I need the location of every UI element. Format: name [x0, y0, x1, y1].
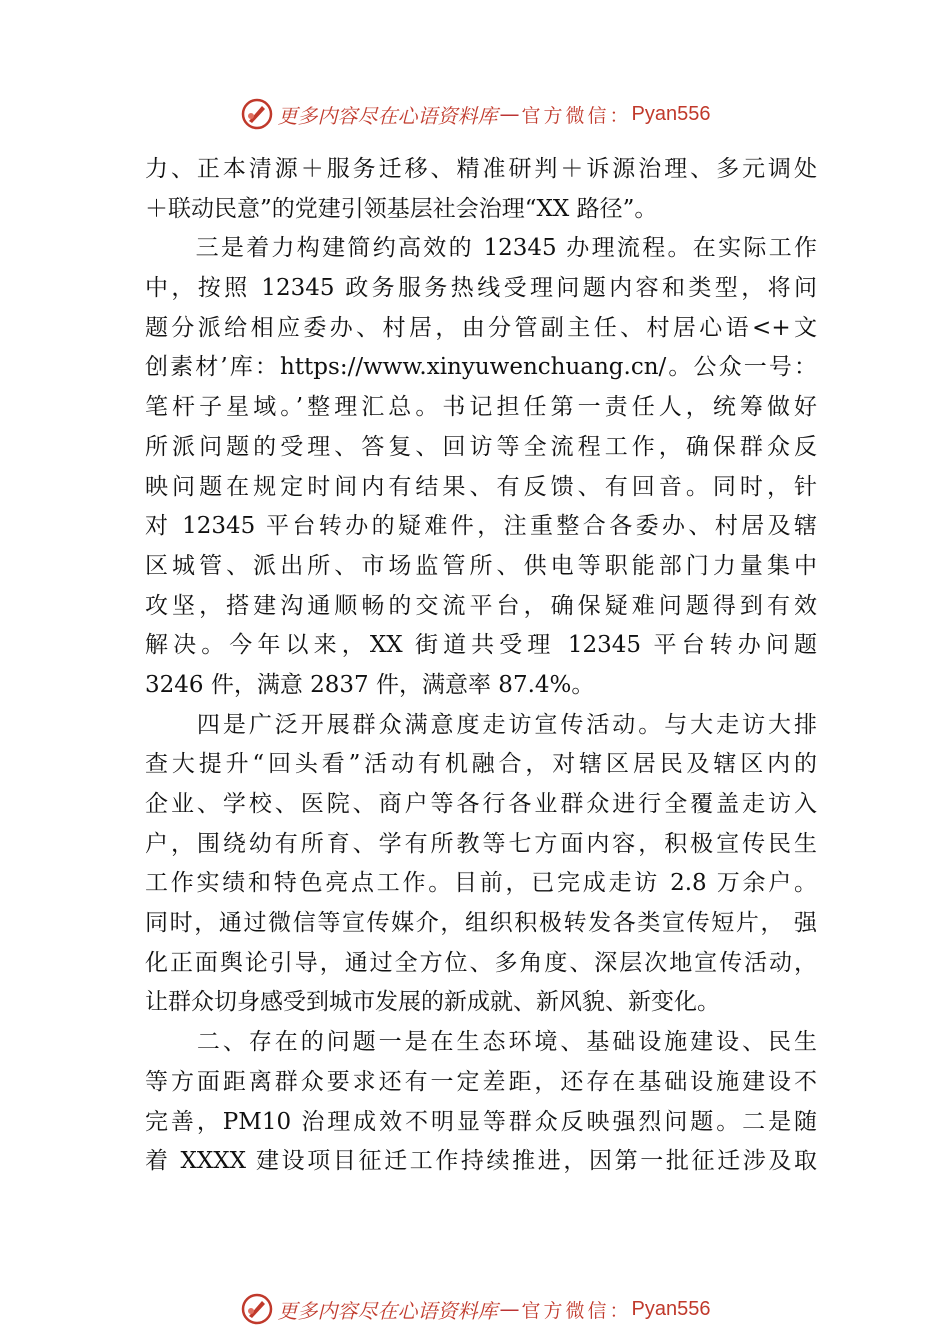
writing-hand-logo-icon [240, 97, 274, 131]
text-line: 映问题在规定时间内有结果、有反馈、有回音。同时，针 [145, 473, 817, 500]
text-line: ＋联动民意”的党建引领基层社会治理“XX 路径”。 [145, 195, 658, 222]
banner-dash: — [499, 1297, 520, 1321]
text-line: 完善，PM10 治理成效不明显等群众反映强烈问题。二是随 [145, 1108, 817, 1135]
text-line: 同时，通过微信等宣传媒介，组织积极转发各类宣传短片， 强 [145, 910, 817, 937]
text-line: 三是着力构建简约高效的 12345 办理流程。在实际工作 [145, 235, 817, 262]
text-line: 3246 件，满意 2837 件，满意率 87.4%。 [145, 671, 595, 698]
text-line: 让群众切身感受到城市发展的新成就、新风貌、新变化。 [145, 989, 720, 1016]
banner-sub-text: 官方微信： [521, 1299, 632, 1322]
header-banner [0, 94, 950, 134]
text-line: 等方面距离群众要求还有一定差距，还存在基础设施建设不 [145, 1068, 817, 1095]
banner-main-text: 更多内容尽在心语资料库 [277, 103, 498, 128]
document-body [145, 150, 817, 1182]
text-line: 化正面舆论引导，通过全方位、多角度、深层次地宣传活动， [145, 949, 817, 976]
text-line: 企业、学校、医院、商户等各行各业群众进行全覆盖走访入 [145, 791, 817, 817]
text-line: 攻坚，搭建沟通顺畅的交流平台，确保疑难问题得到有效 [145, 592, 817, 619]
banner-dash: — [499, 102, 520, 126]
text-line: 中，按照 12345 政务服务热线受理问题内容和类型，将问 [145, 275, 817, 302]
text-line: 查大提升“回头看”活动有机融合，对辖区居民及辖区内的 [145, 751, 817, 778]
text-line: 创素材’库：https://www.xinyuwenchuang.cn/。公众一号： [145, 354, 817, 381]
banner-main-text: 更多内容尽在心语资料库 [277, 1298, 498, 1323]
text-line: 区城管、派出所、市场监管所、供电等职能部门力量集中 [145, 552, 817, 579]
text-line: 题分派给相应委办、村居，由分管副主任、村居心语<+文 [145, 314, 817, 341]
banner-sub-text: 官方微信： [521, 104, 632, 127]
text-line: 解决。今年以来，XX 街道共受理 12345 平台转办问题 [145, 632, 817, 659]
text-line: 笔杆子星域。’整理汇总。书记担任第一责任人，统筹做好 [145, 394, 817, 421]
text-line: 户，围绕幼有所育、学有所教等七方面内容，积极宣传民生 [145, 830, 817, 857]
text-line: 四是广泛开展群众满意度走访宣传活动。与大走访大排 [145, 711, 817, 738]
text-line: 所派问题的受理、答复、回访等全流程工作，确保群众反 [145, 433, 817, 460]
text-line: 着 XXXX 建设项目征迁工作持续推进，因第一批征迁涉及取 [145, 1148, 817, 1175]
text-line: 对 12345 平台转办的疑难件，注重整合各委办、村居及辖 [145, 513, 817, 540]
text-line: 工作实绩和特色亮点工作。目前，已完成走访 2.8 万余户。 [145, 870, 817, 897]
text-line: 二、存在的问题一是在生态环境、基础设施建设、民生 [145, 1029, 817, 1056]
footer-banner [0, 1289, 950, 1329]
text-line: 力、正本清源＋服务迁移、精准研判＋诉源治理、多元调处 [145, 156, 817, 182]
banner-wechat-id: Pyan556 [631, 1297, 711, 1320]
writing-hand-logo-icon [240, 1292, 274, 1326]
banner-wechat-id: Pyan556 [631, 102, 711, 125]
